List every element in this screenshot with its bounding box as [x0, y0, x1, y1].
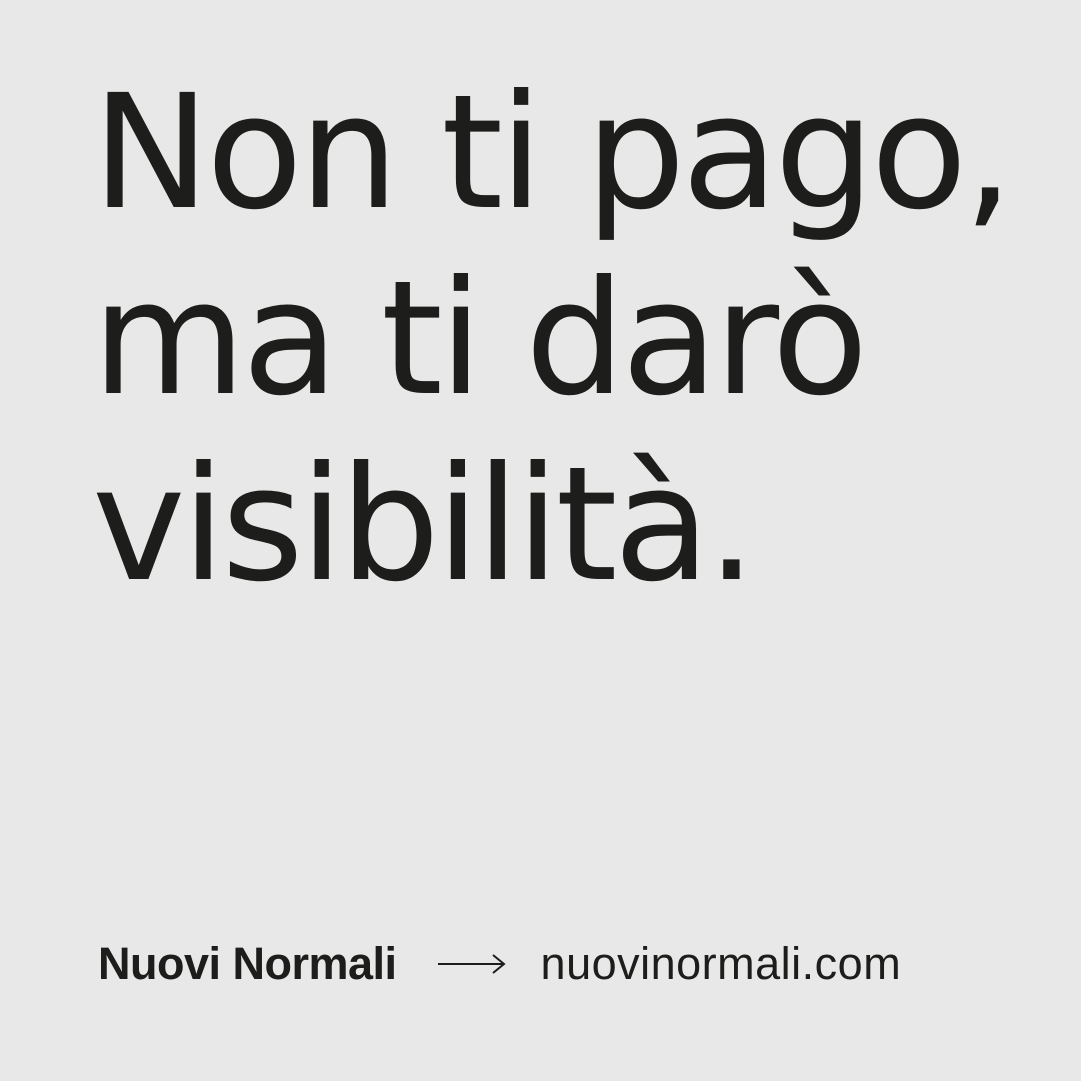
website-link[interactable]: nuovinormali.com [540, 938, 902, 989]
quote-text [92, 60, 1042, 618]
quote-line-2: ma ti darò [92, 247, 865, 431]
brand-name: Nuovi Normali [98, 938, 397, 989]
quote-line-3: visibilità. [92, 433, 753, 617]
quote-line-1: Non ti pago, [92, 61, 1010, 245]
footer [98, 932, 901, 996]
long-right-arrow-icon [437, 953, 507, 975]
